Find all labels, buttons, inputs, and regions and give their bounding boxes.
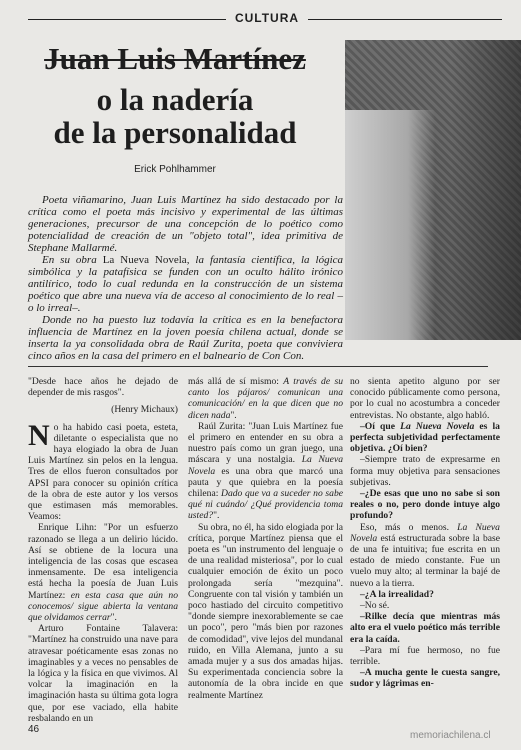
question-3: –¿A la irrealidad? (360, 588, 434, 600)
divider-rule (28, 366, 488, 367)
intro-paragraph-1: Poeta viñamarino, Juan Luis Martínez ha sido destacado por la crítica como el poeta más incisivo y experimental de las últimas generaciones, precursor de una concepción de lo poético como potencialidad de creación de un "objeto total", idea primitiva de Stephane Mallarmé. (28, 194, 343, 254)
col2-paragraph-2: Raúl Zurita: "Juan Luis Martínez fue el primero en entender en su obra a nuestro país como un gran juego, una máscara y una nostalgia. La Nueva Novela es una obra que marcó una pauta y que quiebra en la poesía chilena: Dado que va a suceder no sabe qué ni cuándo/ ¿Qué providencia toma usted?". (188, 420, 343, 522)
question-1: –Oí que La Nueva Novela es la perfecta subjetividad perfectamente objetiva. ¿Oí bien? (350, 420, 500, 455)
page-number: 46 (28, 724, 40, 735)
byline: Erick Pohlhammer (134, 164, 216, 175)
column-1 (28, 376, 178, 724)
question-4: –Rilke decía que mientras más alto era el vuelo poético más terrible era la caída. (350, 611, 500, 645)
answer-2: Eso, más o menos. La Nueva Novela está estructurada sobre la base de una fe intuitiva; fue escrita en un estado de miedo constante. Fue un vuelo muy alto; al terminar la bajé de nuevo a la tierra. (350, 521, 500, 589)
question-5: –A mucha gente le cuesta sangre, sudor y lágrimas en- (350, 667, 500, 690)
section-rule-left (28, 19, 226, 20)
title-line-2: o la nadería (96, 82, 254, 117)
col1-paragraph-1: No ha habido casi poeta, esteta, diletante o especialista que no haya elogiado la obra de Juan Luis Martínez sin pelos en la lengua. Tres de ellos fueron consultados por APSI para conocer su opinión crítica de la obra de este autor y los versos que estimasen más memorables. Veamos: (28, 418, 178, 523)
column-2 (188, 376, 343, 701)
col1-paragraph-2: Enrique Lihn: "Por un esfuerzo razonado se llega a un delirio lúcido. Así se obtiene de la locura una inteligencia de las cosas que escasea inmensamente. De esa inteligencia está hecha la poesía de Juan Luis Martínez: en esta casa que aún no conocemos/ sigue abierta la ventana que olvidamos cerrar". (28, 522, 178, 624)
section-label: CULTURA (234, 11, 300, 25)
col2-paragraph-1: más allá de sí mismo: A través de su canto los pájaros/ comunican una comunicación/ en la que dicen que no dicen nada". (188, 376, 343, 421)
col1-paragraph-3: Arturo Fontaine Talavera: "Martínez ha construido una nave para atravesar poéticamente esas zonas no imaginables y a veces no pensables de la lógica y la física en que vivimos. Al volcar la imaginación en la imaginación hasta su última gota logra que, por ese vaciado, ella habite resbalando en un (28, 623, 178, 724)
watermark: memoriachilena.cl (410, 730, 491, 741)
answer-4: –Para mí fue hermoso, no fue terrible. (350, 644, 500, 668)
title-line-3: de la personalidad (53, 115, 297, 150)
epigraph-source: (Henry Michaux) (111, 404, 178, 416)
intro-paragraph-2: En su obra La Nueva Novela, la fantasía científica, la lógica simbólica y la patafísica se funden con un oculto hálito irónico antilírico, todo lo cual redunda en la construcción de un sistema poético que abre una nueva vía de acceso al conocimiento de lo real –o lo irreal–. (28, 254, 344, 314)
intro-text (28, 194, 343, 362)
drop-cap: N (28, 418, 50, 452)
title-line-1: Juan Luis Martínez (44, 41, 306, 76)
photo-shadow (451, 40, 521, 340)
article-photo (345, 40, 521, 340)
col2-paragraph-3: Su obra, no él, ha sido elogiada por la crítica, porque Martínez piensa que el poeta es "un instrumento del lenguaje o de una realidad misteriosa", por lo cual cualquier emoción de éxito un poco prolongada sería "mezquina". Congruente con tal visión y también un poco hastiado del circuito competitivo "donde siempre inexorablemente se cae un poco", pero "más bien por razones de comodidad", vive lejos del mundanal ruido, en Villa Alemana, junto a su amada mujer y a sus dos amadas hijas. Su experimentada conciencia sobre la autonomía de la obra incide en que realmente Martínez (188, 521, 343, 701)
epigraph: "Desde hace años he dejado de depender de mis rasgos". (28, 376, 178, 399)
answer-3: –No sé. (360, 600, 390, 612)
intro-paragraph-3: Donde no ha puesto luz todavía la crítica es en la benefactora influencia de Martínez en la joven poesía chilena actual, donde se inserta la ya consolidada obra de Raúl Zurita, poeta que conviviera cinco años en la casa del primero en el balneario de Con Con. (28, 314, 343, 362)
question-2: –¿De esas que uno no sabe si son reales o no, pero donde intuye algo profundo? (350, 488, 500, 522)
col3-paragraph-1: no sienta apetito alguno por ser conocido públicamente como persona, por lo cual no acostumbra a conceder entrevistas. No obstante, algo habló. (350, 376, 500, 421)
photo-highlight (345, 110, 435, 340)
column-3 (350, 376, 500, 690)
answer-1: –Siempre trato de expresarme en forma muy objetiva para sensaciones subjetivas. (350, 454, 500, 488)
section-rule-right (308, 19, 502, 20)
